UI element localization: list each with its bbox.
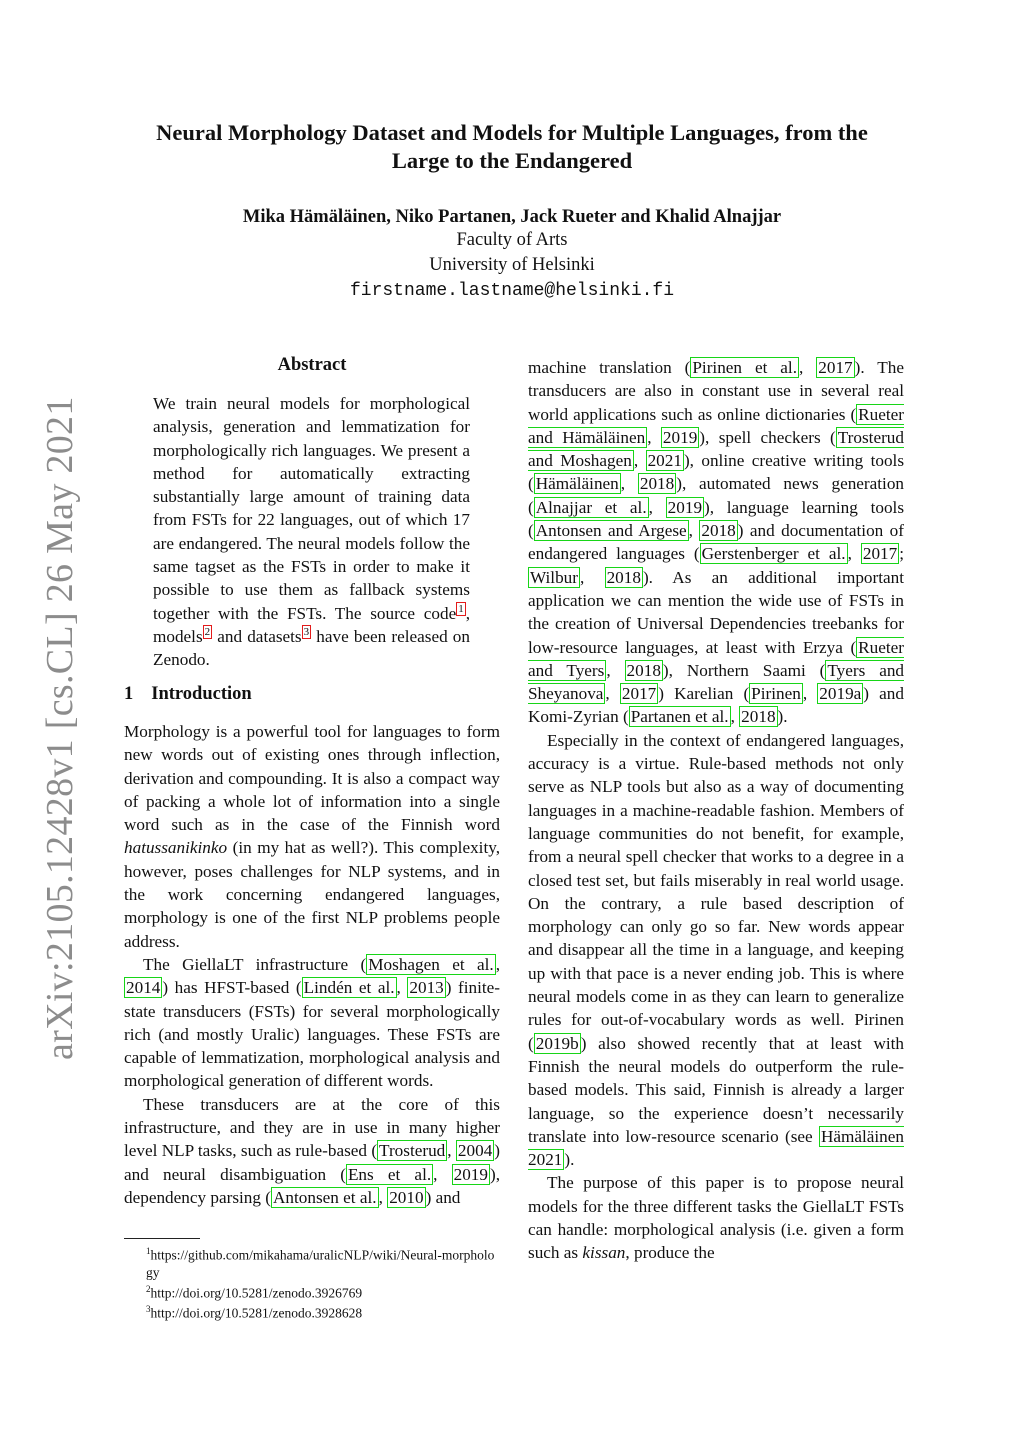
affiliation-faculty: Faculty of Arts (456, 230, 568, 250)
paragraph: These transducers are at the core of this infrastructure, and they are in use in many higher level NLP tasks, such as rule-based ( Trosterud , 2004 ) and neural disambiguation ( Ens et al. , 2019 ), dependency parsing ( Antonsen et al. , 2010 ) and (124, 1094, 501, 1207)
citation-link[interactable]: 2018 (639, 474, 675, 494)
left-column (124, 720, 500, 1209)
abstract-heading: Abstract (277, 355, 347, 375)
footnote-2: $^2$http://doi.org/10.5281/zenodo.3926769 (146, 1283, 363, 1300)
citation-link[interactable]: 2021 (647, 451, 682, 471)
citation-link[interactable]: Moshagen et al. (368, 954, 494, 974)
citation-link[interactable]: Hämäläinen (535, 474, 619, 494)
citation-link[interactable]: Alnajjar et al. (535, 497, 647, 517)
citation-link[interactable]: 2019b (535, 1033, 579, 1053)
section-number: 1 (124, 684, 134, 704)
citation-link[interactable]: 2017 (862, 544, 898, 564)
footnote-link-2[interactable]: 2 (204, 626, 211, 639)
citation-link[interactable]: 2019 (453, 1164, 488, 1184)
right-column (528, 356, 904, 1265)
citation-link[interactable]: 2018 (701, 521, 736, 541)
footnote-link-3[interactable]: 3 (303, 626, 310, 639)
citation-link[interactable]: 2018 (741, 707, 776, 727)
citation-link[interactable]: Rueter and Hämäläinen (528, 404, 904, 447)
citation-link[interactable]: Antonsen et al. (273, 1187, 377, 1207)
citation-link[interactable]: Trosterud and Moshagen (528, 427, 904, 471)
citation-link[interactable]: Ens et al. (347, 1164, 432, 1184)
citation-link[interactable]: 2004 (457, 1141, 493, 1161)
footnote-url[interactable]: http://doi.org/10.5281/zenodo.3926769 (150, 1285, 363, 1300)
footnotes (124, 1243, 500, 1322)
title-line-1: Neural Morphology Dataset and Models for Multiple Languages, from the (156, 120, 868, 145)
footnote-url[interactable]: https://github.com/mikahama/uralicNLP/wiki/Neural-morphology (146, 1247, 495, 1280)
paragraph: Especially in the context of endangered languages, accuracy is a virtue. Rule-based methods not only serve as NLP tools but also as a way of documenting languages in a machine-readable fashion. Members of language communities do not benefit, for example, from a neural spell checker that works to a degree in a closed test set, but fails miserably in real world usage. On the contrary, a rule based description of morphology can only go so far. New words appear and disappear all the time in a language, and keeping up with that pace is a never ending job. This is where neural models come in as they can learn to generalize rules for out-of-vocabulary words as well. Pirinen ( 2019b ) also showed recently that at least with Finnish the neural models do outperform the rule-based models. This said, Finnish is already a larger language, so the experience doesn’t necessarily translate into low-resource scenario (see Hämäläinen 2021 ). (528, 730, 904, 1170)
paper-title (110, 119, 914, 175)
citation-link[interactable]: Lindén et al. (303, 978, 395, 998)
footnote-1: $^1$https://github.com/mikahama/uralicNLP/wiki/Neural-morphology (146, 1246, 495, 1280)
citation-link[interactable]: Pirinen et al. (692, 358, 798, 377)
citation-link[interactable]: Wilbur (530, 567, 578, 587)
footnote-rule (124, 1238, 200, 1239)
citation-link[interactable]: 2018 (606, 567, 641, 587)
citation-link[interactable]: Hämäläinen 2021 (528, 1126, 904, 1170)
citation-link[interactable]: 2019 (667, 497, 703, 517)
citation-link[interactable]: 2010 (389, 1187, 424, 1207)
footnote-url[interactable]: http://doi.org/10.5281/zenodo.3928628 (150, 1305, 363, 1321)
email: firstname.lastname@helsinki.fi (349, 281, 675, 301)
citation-link[interactable]: 2019a (819, 684, 862, 704)
paragraph: The GiellaLT infrastructure ( Moshagen et al. , 2014 ) has HFST-based ( Lindén et al. , 2013 ) finite-state transducers (FSTs) for several morphologically rich (and mostly Uralic) languages. These FSTs are capable of lemmatization, morphological analysis and morphological generation of different words. (124, 954, 501, 1091)
citation-link[interactable]: 2017 (818, 358, 853, 377)
affiliation-university: University of Helsinki (429, 255, 595, 275)
paragraph: machine translation ( Pirinen et al. , 2017 ). The transducers are also in constant use in several real world applications such as online dictionaries ( Rueter and Hämäläinen , 2019 ), spell checkers ( Trosterud and Moshagen , 2021 ), online creative writing tools ( Hämäläinen , 2018 ), automated news generation ( Alnajjar et al. , 2019 ), language learning tools ( Antonsen and Argese , 2018 ) and documentation of endangered languages ( Gerstenberger et al. , 2017 ; Wilbur , 2018 ). As an additional important application we can mention the wide use of FSTs in the creation of Universal Dependencies treebanks for low-resource languages, at least with Erzya ( Rueter and Tyers , 2018 ), Northern Saami ( Tyers and Sheyanova , 2017 ) Karelian ( Pirinen , 2019a ) and Komi-Zyrian ( Partanen et al. , 2018 ). (528, 358, 905, 727)
citation-link[interactable]: Partanen et al. (630, 707, 729, 727)
authors: Mika Hämäläinen, Niko Partanen, Jack Rueter and Khalid Alnajjar (242, 207, 782, 227)
citation-link[interactable]: Antonsen and Argese (535, 521, 687, 541)
abstract-body: We train neural models for morphological analysis, generation and lemmatization for morphologically rich languages. We present a method for automatically extracting substantially large amount of training data from FSTs for 22 languages, out of which 17 are endangered. The neural models follow the same tagset as the FSTs in order to make it possible to use them as fallback systems together with the FSTs. The source code $^1$ , models $^2$ and datasets $^3$ have been released on Zenodo. (153, 394, 470, 670)
citation-link[interactable]: Trosterud (379, 1141, 446, 1161)
citation-link[interactable]: 2018 (626, 660, 661, 680)
footnote-link-1[interactable]: 1 (458, 602, 464, 615)
citation-link[interactable]: 2019 (662, 427, 698, 447)
citation-link[interactable]: Pirinen (751, 684, 801, 704)
section-title: Introduction (151, 684, 252, 704)
section-heading-introduction (124, 684, 252, 705)
citation-link[interactable]: 2017 (621, 684, 657, 704)
citation-link[interactable]: 2013 (409, 978, 444, 998)
citation-link[interactable]: Rueter and Tyers (528, 637, 904, 680)
citation-link[interactable]: Gerstenberger et al. (701, 544, 846, 564)
arxiv-stamp: arXiv:2105.12428v1 [cs.CL] 26 May 2021 (39, 396, 81, 1060)
citation-link[interactable]: Tyers and Sheyanova (528, 660, 905, 704)
paragraph: Morphology is a powerful tool for languages to form new words out of existing ones through inflection, derivation and compounding. It is also a compact way of packing a whole lot of information into a single word such as in the case of the Finnish word hatussanikinko (in my hat as well?). This complexity, however, poses challenges for NLP systems, and in the work concerning endangered languages, morphology is one of the first NLP problems people address. (124, 722, 500, 951)
paragraph: The purpose of this paper is to propose neural models for the three different tasks the GiellaLT FSTs can handle: morphological analysis (i.e. given a form such as kissan, produce the (528, 1173, 904, 1263)
citation-link[interactable]: 2014 (126, 978, 161, 998)
title-line-2: Large to the Endangered (391, 148, 633, 173)
footnote-3: $^3$http://doi.org/10.5281/zenodo.3928628 (146, 1304, 363, 1321)
